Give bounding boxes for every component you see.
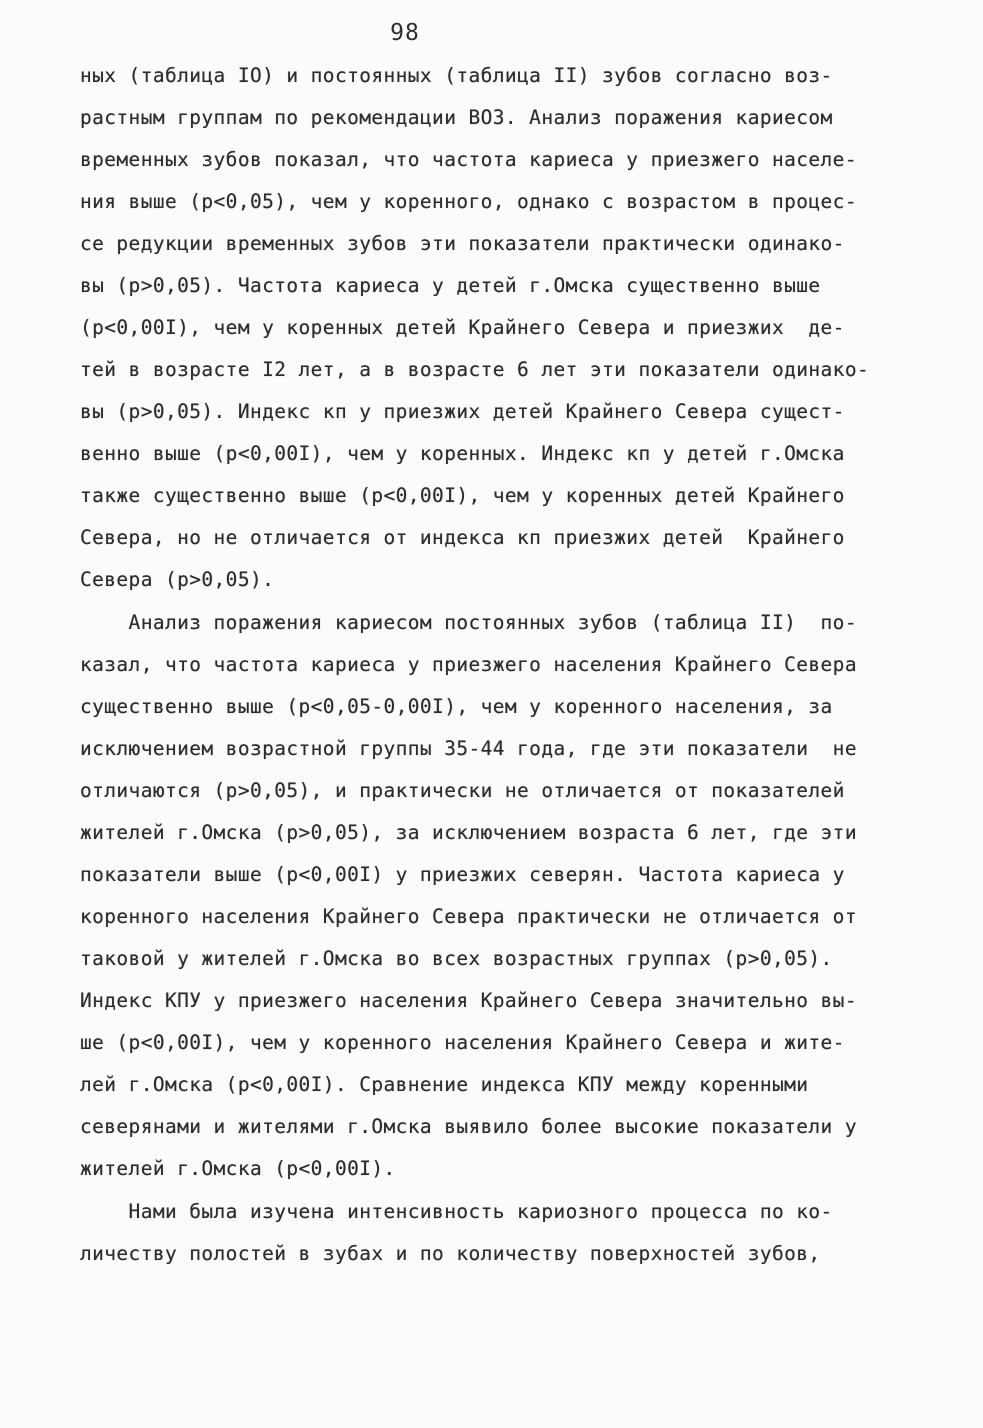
text-line: отличаются (p>0,05), и практически не отличается от показателей <box>80 779 845 802</box>
text-line: также существенно выше (p<0,00I), чем у коренных детей Крайнего <box>80 484 845 507</box>
text-line: казал, что частота кариеса у приезжего населения Крайнего Севера <box>80 653 857 676</box>
text-line: вы (p>0,05). Частота кариеса у детей г.Омска существенно выше <box>80 274 821 297</box>
text-line: лей г.Омска (p<0,00I). Сравнение индекса КПУ между коренными <box>80 1073 809 1096</box>
text-line: исключением возрастной группы 35-44 года, где эти показатели не <box>80 737 857 760</box>
text-line: Севера (p>0,05). <box>80 568 275 591</box>
text-line: растным группам по рекомендации ВОЗ. Анализ поражения кариесом <box>80 106 833 129</box>
text-line: се редукции временных зубов эти показатели практически одинако- <box>80 232 845 255</box>
text-line: северянами и жителями г.Омска выявило более высокие показатели у <box>80 1115 857 1138</box>
text-line: жителей г.Омска (p>0,05), за исключением возраста 6 лет, где эти <box>80 821 857 844</box>
text-line: существенно выше (p<0,05-0,00I), чем у коренного населения, за <box>80 695 833 718</box>
text-line: вы (p>0,05). Индекс кп у приезжих детей Крайнего Севера сущест- <box>80 400 845 423</box>
text-line: ных (таблица IO) и постоянных (таблица II) зубов согласно воз- <box>80 64 833 87</box>
text-line: (p<0,00I), чем у коренных детей Крайнего Севера и приезжих де- <box>80 316 845 339</box>
text-line: ния выше (p<0,05), чем у коренного, однако с возрастом в процес- <box>80 190 857 213</box>
text-line: таковой у жителей г.Омска во всех возрастных группах (p>0,05). <box>80 947 833 970</box>
text-line: жителей г.Омска (p<0,00I). <box>80 1157 396 1180</box>
text-line: Анализ поражения кариесом постоянных зубов (таблица II) по- <box>80 611 857 634</box>
text-line: ше (p<0,00I), чем у коренного населения Крайнего Севера и жите- <box>80 1031 845 1054</box>
page-number: 98 <box>390 20 420 46</box>
text-line: тей в возрасте I2 лет, а в возрасте 6 лет эти показатели одинако- <box>80 358 870 381</box>
text-line: показатели выше (p<0,00I) у приезжих северян. Частота кариеса у <box>80 863 845 886</box>
text-line: временных зубов показал, что частота кариеса у приезжего населе- <box>80 148 857 171</box>
text-line: Севера, но не отличается от индекса кп приезжих детей Крайнего <box>80 526 845 549</box>
text-line: коренного населения Крайнего Севера практически не отличается от <box>80 905 857 928</box>
text-line: венно выше (p<0,00I), чем у коренных. Индекс кп у детей г.Омска <box>80 442 845 465</box>
text-line: Нами была изучена интенсивность кариозного процесса по ко- <box>80 1200 833 1223</box>
text-line: личеству полостей в зубах и по количеству поверхностей зубов, <box>80 1242 821 1265</box>
text-line: Индекс КПУ у приезжего населения Крайнего Севера значительно вы- <box>80 989 857 1012</box>
